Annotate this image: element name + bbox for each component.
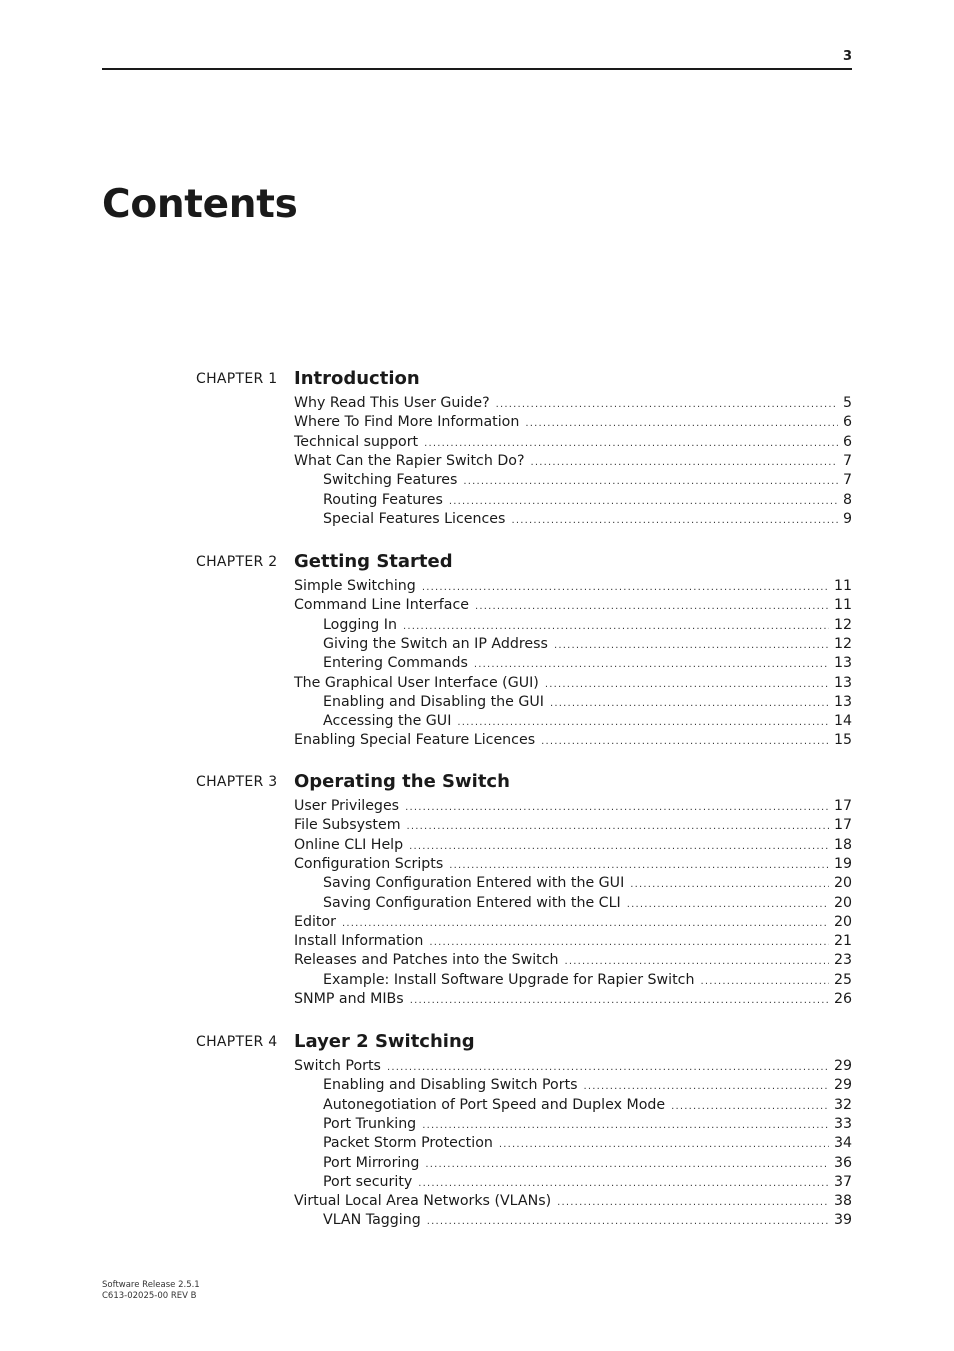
page-title: Contents [102, 182, 298, 227]
toc-entry[interactable] [294, 731, 852, 750]
toc-entry-page: 7 [842, 472, 852, 489]
toc-entry[interactable] [294, 577, 852, 596]
toc-entry-page: 8 [842, 491, 852, 508]
dot-leader [403, 617, 829, 636]
toc-entry-page: 13 [833, 674, 852, 691]
dot-leader [387, 1058, 829, 1077]
toc-entry-page: 17 [833, 817, 852, 834]
toc-entry-title: Giving the Switch an IP Address [323, 635, 548, 652]
toc-entry[interactable] [323, 616, 852, 635]
toc-entry-title: VLAN Tagging [323, 1212, 421, 1229]
toc-entry[interactable] [294, 855, 852, 874]
toc-entry[interactable] [294, 1192, 852, 1211]
header-rule [102, 68, 852, 70]
footer-doc-number: C613-02025-00 REV B [102, 1291, 197, 1301]
toc-entry-page: 11 [833, 597, 852, 614]
dot-leader [565, 952, 829, 971]
dot-leader [422, 1116, 829, 1135]
dot-leader [474, 655, 829, 674]
toc-entry-page: 12 [833, 616, 852, 633]
toc-entry[interactable] [323, 1096, 852, 1115]
dot-leader [630, 875, 829, 894]
dot-leader [409, 837, 829, 856]
toc-entry-page: 23 [833, 952, 852, 969]
chapter-title[interactable]: Operating the Switch [294, 771, 510, 792]
toc-entry-title: Port Mirroring [323, 1154, 420, 1171]
toc-entry-title: File Subsystem [294, 817, 401, 834]
toc-entry-title: Special Features Licences [323, 510, 506, 527]
toc-entry-page: 11 [833, 578, 852, 594]
chapter-title[interactable]: Layer 2 Switching [294, 1031, 475, 1052]
toc-entry[interactable] [323, 1173, 852, 1192]
dot-leader [584, 1077, 829, 1096]
toc-entry[interactable] [294, 932, 852, 951]
toc-entry[interactable] [294, 674, 852, 693]
dot-leader [499, 1135, 829, 1154]
toc-entry-page: 12 [833, 635, 852, 652]
dot-leader [550, 694, 829, 713]
toc-entry-title: Enabling and Disabling Switch Ports [323, 1077, 578, 1094]
toc-entry-page: 34 [833, 1135, 852, 1152]
dot-leader [429, 933, 829, 952]
dot-leader [496, 395, 838, 414]
toc-entry[interactable] [294, 394, 852, 413]
toc-entry[interactable] [323, 874, 852, 893]
toc-entry-page: 39 [833, 1212, 852, 1229]
toc-entry-title: SNMP and MIBs [294, 991, 404, 1007]
toc-entry[interactable] [323, 1154, 852, 1173]
toc-entry-title: Example: Install Software Upgrade for Rapier Switch [323, 971, 695, 988]
toc-entry-title: Online CLI Help [294, 836, 404, 853]
toc-entry-page: 26 [833, 991, 852, 1007]
toc-entry-page: 37 [833, 1173, 852, 1190]
toc-entry-page: 13 [833, 693, 852, 710]
toc-entry-page: 17 [833, 798, 852, 814]
toc-entry-title: Simple Switching [294, 578, 416, 594]
toc-entry[interactable] [323, 1134, 852, 1153]
toc-entry-title: Logging In [323, 616, 397, 633]
dot-leader [671, 1097, 829, 1116]
chapter-label: CHAPTER 2 [196, 554, 278, 570]
toc-entry-page: 14 [833, 713, 852, 730]
toc-entry[interactable] [294, 816, 852, 835]
toc-entry[interactable] [323, 654, 852, 673]
toc-entry[interactable] [294, 913, 852, 932]
toc-entry-title: Enabling Special Feature Licences [294, 732, 536, 749]
toc-entry-title: What Can the Rapier Switch Do? [294, 452, 525, 469]
toc-entry-title: Port Trunking [323, 1115, 417, 1132]
dot-leader [405, 798, 829, 817]
dot-leader [700, 972, 828, 991]
toc-entry-page: 7 [842, 452, 852, 469]
toc-entry[interactable] [294, 596, 852, 615]
toc-entry-title: Packet Storm Protection [323, 1135, 493, 1152]
dot-leader [457, 713, 829, 732]
dot-leader [627, 895, 829, 914]
toc-entry-title: Saving Configuration Entered with the CLI [323, 894, 621, 911]
toc-entry[interactable] [323, 1115, 852, 1134]
toc-entry-title: Configuration Scripts [294, 855, 444, 872]
dot-leader [557, 1193, 829, 1212]
dot-leader [463, 472, 838, 491]
toc-entry[interactable] [323, 491, 852, 510]
dot-leader [407, 817, 829, 836]
toc-entry[interactable] [294, 1057, 852, 1076]
dot-leader [525, 414, 838, 433]
chapter-title[interactable]: Introduction [294, 368, 420, 389]
dot-leader [449, 856, 829, 875]
toc-entry[interactable] [294, 990, 852, 1009]
chapter-title[interactable]: Getting Started [294, 551, 453, 572]
dot-leader [418, 1174, 829, 1193]
toc-entry-title: Virtual Local Area Networks (VLANs) [294, 1193, 552, 1210]
toc-entry-page: 9 [842, 510, 852, 527]
page-number: 3 [842, 49, 852, 64]
toc-entry-title: Saving Configuration Entered with the GUI [323, 875, 625, 892]
chapter-label: CHAPTER 3 [196, 774, 278, 790]
toc-entry-title: Switch Ports [294, 1058, 381, 1074]
chapter-label: CHAPTER 4 [196, 1034, 278, 1050]
toc-entry-title: Enabling and Disabling the GUI [323, 693, 544, 710]
dot-leader [475, 597, 829, 616]
toc-entry-title: Routing Features [323, 491, 443, 508]
dot-leader [425, 1155, 829, 1174]
toc-entry-title: Command Line Interface [294, 597, 470, 614]
dot-leader [449, 492, 838, 511]
toc-entry-page: 33 [833, 1115, 852, 1132]
dot-leader [422, 578, 829, 597]
dot-leader [410, 991, 829, 1010]
toc-entry-title: Entering Commands [323, 655, 468, 672]
toc-entry-page: 25 [833, 971, 852, 988]
toc-entry-title: Switching Features [323, 472, 458, 489]
toc-entry[interactable] [323, 712, 852, 731]
toc-entry[interactable] [294, 797, 852, 816]
toc-entry[interactable] [323, 894, 852, 913]
dot-leader [545, 675, 829, 694]
toc-entry-page: 15 [833, 732, 852, 749]
toc-entry-title: Install Information [294, 933, 424, 950]
footer [102, 1280, 200, 1302]
toc-entry-page: 6 [842, 414, 852, 431]
toc-entry-title: Releases and Patches into the Switch [294, 952, 559, 969]
toc-entry-title: Where To Find More Information [294, 414, 520, 431]
toc-entry-page: 29 [833, 1058, 852, 1074]
toc-entry-page: 6 [842, 433, 852, 450]
toc-entry-page: 29 [833, 1077, 852, 1094]
dot-leader [511, 511, 838, 530]
toc-entry-title: Why Read This User Guide? [294, 395, 490, 411]
toc-entry-page: 20 [833, 875, 852, 892]
toc-entry[interactable] [294, 836, 852, 855]
toc-entry-page: 18 [833, 836, 852, 853]
toc-entry-title: The Graphical User Interface (GUI) [294, 674, 539, 691]
toc-entry-title: Accessing the GUI [323, 713, 452, 730]
toc-entry[interactable] [323, 1211, 852, 1230]
toc-entry-title: Technical support [294, 433, 419, 450]
toc-entry-page: 13 [833, 655, 852, 672]
toc-entry-page: 5 [842, 395, 852, 411]
toc-entry-page: 20 [833, 913, 852, 930]
dot-leader [531, 453, 838, 472]
dot-leader [427, 1212, 829, 1231]
toc-entry[interactable] [323, 1076, 852, 1095]
footer-release: Software Release 2.5.1 [102, 1280, 200, 1290]
toc-entry-page: 20 [833, 894, 852, 911]
toc-entry[interactable] [323, 693, 852, 712]
toc-entry[interactable] [323, 471, 852, 490]
toc-entry[interactable] [294, 433, 852, 452]
dot-leader [541, 732, 829, 751]
toc-entry[interactable] [294, 951, 852, 970]
toc-entry-page: 32 [833, 1096, 852, 1113]
toc-entry-page: 21 [833, 933, 852, 950]
toc-entry[interactable] [294, 413, 852, 432]
dot-leader [424, 434, 838, 453]
toc-entry-page: 36 [833, 1154, 852, 1171]
toc-entry-title: Autonegotiation of Port Speed and Duplex Mode [323, 1096, 666, 1113]
toc-entry-title: Port security [323, 1173, 413, 1190]
toc-entry-title: User Privileges [294, 798, 400, 814]
dot-leader [554, 636, 829, 655]
toc-entry[interactable] [294, 452, 852, 471]
toc-entry-title: Editor [294, 913, 336, 930]
chapter-label: CHAPTER 1 [196, 371, 278, 387]
toc-entry[interactable] [323, 635, 852, 654]
toc-entry[interactable] [323, 510, 852, 529]
toc-entry-page: 19 [833, 855, 852, 872]
dot-leader [342, 914, 829, 933]
toc-entry-page: 38 [833, 1193, 852, 1210]
toc-entry[interactable] [323, 971, 852, 990]
